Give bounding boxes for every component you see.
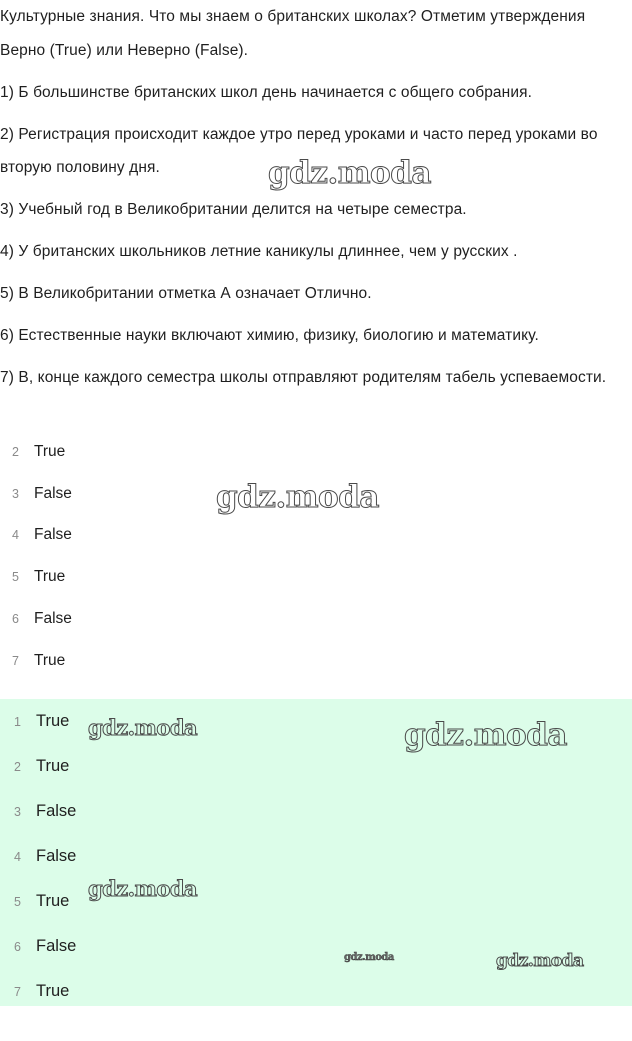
task-intro: Культурные знания. Что мы знаем о британских школах? Отметим утверждения Верно (True) или Неверно (False). (0, 8, 586, 59)
item-number: 2 (14, 759, 21, 774)
item-value: False (34, 610, 72, 628)
watermark: gdz.moda (88, 715, 198, 740)
item-value: False (36, 847, 77, 865)
item-number: 1 (14, 714, 21, 729)
item-number: 3 (14, 804, 21, 819)
item-number: 6 (14, 939, 21, 954)
answer-list (0, 431, 632, 682)
item-value: False (34, 526, 72, 544)
item-value: False (36, 802, 77, 820)
list-item (0, 969, 632, 1014)
item-number: 4 (12, 528, 19, 543)
watermark: gdz.moda (88, 876, 198, 901)
task-text (0, 0, 632, 403)
list-item (0, 556, 632, 598)
item-number: 3 (12, 486, 19, 501)
item-value: True (34, 651, 66, 669)
statement-5: 5) В Великобритании отметка А означает Отлично. (0, 285, 372, 302)
list-item (0, 598, 632, 640)
item-number: 5 (12, 570, 19, 585)
watermark: gdz.moda (404, 717, 567, 753)
statement-2: 2) Регистрация происходит каждое утро перед уроками и часто перед уроками во вторую половину дня. (0, 125, 598, 176)
item-value: True (36, 892, 70, 910)
item-value: False (36, 937, 77, 955)
item-number: 4 (14, 849, 21, 864)
list-item (0, 515, 632, 557)
list-item (0, 834, 632, 879)
item-value: True (34, 442, 66, 460)
statement-4: 4) У британских школьников летние каникулы длиннее, чем у русских . (0, 243, 518, 260)
watermark: gdz.moda (216, 479, 379, 515)
item-number: 2 (12, 444, 19, 459)
watermark: gdz.moda (344, 952, 394, 963)
item-number: 7 (14, 984, 21, 999)
watermark: gdz.moda (268, 155, 431, 191)
item-number: 6 (12, 612, 19, 627)
item-value: True (36, 712, 70, 730)
item-value: True (36, 982, 70, 1000)
list-item (0, 640, 632, 682)
item-value: False (34, 484, 72, 502)
item-value: True (36, 757, 70, 775)
item-value: True (34, 568, 66, 586)
list-item (0, 789, 632, 834)
statement-7: 7) В, конце каждого семестра школы отправляют родителям табель успеваемости. (0, 369, 607, 386)
watermark: gdz.moda (496, 951, 584, 971)
statement-6: 6) Естественные науки включают химию, физику, биологию и математику. (0, 327, 539, 344)
list-item (0, 431, 632, 473)
item-number: 7 (12, 653, 19, 668)
statement-3: 3) Учебный год в Великобритании делится на четыре семестра. (0, 201, 467, 218)
item-number: 5 (14, 894, 21, 909)
statement-1: 1) Б большинстве британских школ день начинается с общего собрания. (0, 83, 532, 101)
